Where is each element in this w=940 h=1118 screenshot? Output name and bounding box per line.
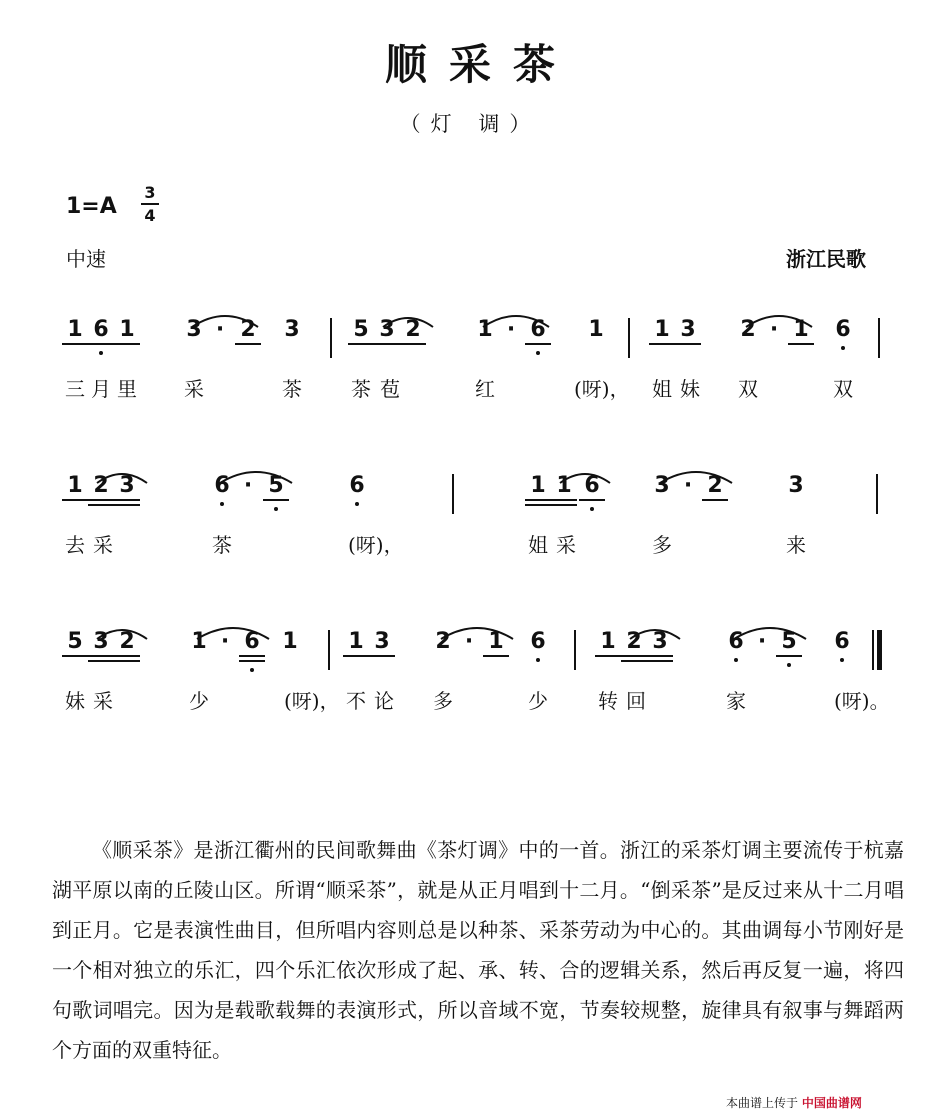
score-note: 3 xyxy=(284,317,300,342)
lyric-syllable: 采 xyxy=(93,533,113,557)
lyric-syllable: 茶 xyxy=(351,377,371,401)
lyric-syllable: (呀)， xyxy=(284,689,340,713)
lower-octave-dot xyxy=(590,507,594,511)
score-note: 1 xyxy=(477,317,493,342)
score-note: 6 xyxy=(834,629,850,654)
score-note: 1 xyxy=(793,317,809,342)
barline xyxy=(878,318,880,358)
beam-underline xyxy=(776,655,802,657)
lyric-syllable: 多 xyxy=(652,533,672,557)
score-note: 5 xyxy=(67,629,83,654)
beam-underline xyxy=(579,499,605,501)
lyric-syllable: 双 xyxy=(738,377,758,401)
lyric-syllable: 转 xyxy=(598,689,618,713)
score-note: 2 xyxy=(740,317,756,342)
beam-underline xyxy=(649,343,675,345)
time-signature xyxy=(141,183,159,225)
lyric-syllable: (呀)。 xyxy=(834,689,890,713)
beam-underline xyxy=(400,343,426,345)
score-note: 2 xyxy=(93,473,109,498)
beam-underline xyxy=(788,343,814,345)
lyric-syllable: 采 xyxy=(93,689,113,713)
score-note: 6 xyxy=(93,317,109,342)
lyric-syllable: 三 xyxy=(65,377,85,401)
lyric-syllable: 月 xyxy=(91,377,111,401)
score-note: 1 xyxy=(488,629,504,654)
lyric-syllable: 妹 xyxy=(65,689,85,713)
beam-underline xyxy=(114,343,140,345)
beam-underline xyxy=(235,343,261,345)
augmentation-dot: · xyxy=(464,629,474,654)
score-note: 1 xyxy=(67,473,83,498)
beam-underline xyxy=(114,655,140,657)
beam-underline xyxy=(348,343,374,345)
lower-octave-dot xyxy=(536,351,540,355)
beam-underline xyxy=(88,655,114,657)
lyric-syllable: 茶 xyxy=(212,533,232,557)
score-note: 2 xyxy=(707,473,723,498)
beam-underline xyxy=(702,499,728,501)
beam-underline xyxy=(647,660,673,662)
score-note: 3 xyxy=(680,317,696,342)
lower-octave-dot xyxy=(274,507,278,511)
beam-underline xyxy=(88,660,114,662)
augmentation-dot: · xyxy=(215,317,225,342)
beam-underline xyxy=(343,655,369,657)
score-note: 6 xyxy=(214,473,230,498)
score-note: 2 xyxy=(405,317,421,342)
augmentation-dot: · xyxy=(683,473,693,498)
barline xyxy=(328,630,330,670)
score-note: 1 xyxy=(600,629,616,654)
footer-uploaded-text: 本曲谱上传于 xyxy=(726,1096,799,1110)
lyric-syllable: 论 xyxy=(374,689,394,713)
score-note: 5 xyxy=(353,317,369,342)
score-note: 5 xyxy=(781,629,797,654)
tempo-marking: 中速 xyxy=(66,247,106,271)
beam-underline xyxy=(525,499,551,501)
lyric-syllable: 茶 xyxy=(282,377,302,401)
time-numerator: 3 xyxy=(144,183,156,202)
lower-octave-dot xyxy=(99,351,103,355)
score-note: 1 xyxy=(530,473,546,498)
lyric-syllable: 红 xyxy=(475,377,495,401)
score-note: 3 xyxy=(119,473,135,498)
song-origin: 浙江民歌 xyxy=(786,247,866,271)
barline xyxy=(628,318,630,358)
lower-octave-dot xyxy=(355,502,359,506)
score-note: 6 xyxy=(835,317,851,342)
beam-underline xyxy=(88,343,114,345)
augmentation-dot: · xyxy=(769,317,779,342)
score-note: 6 xyxy=(584,473,600,498)
beam-underline xyxy=(62,655,88,657)
beam-underline xyxy=(621,660,647,662)
final-barline-thin xyxy=(872,630,874,670)
lyric-syllable: 少 xyxy=(528,689,548,713)
score-note: 3 xyxy=(654,473,670,498)
beam-underline xyxy=(374,343,400,345)
lyric-syllable: (呀)， xyxy=(574,377,630,401)
score-note: 6 xyxy=(349,473,365,498)
beam-underline xyxy=(525,504,551,506)
lower-octave-dot xyxy=(840,658,844,662)
footer-credit xyxy=(726,1094,862,1111)
time-bar xyxy=(141,203,159,205)
beam-underline xyxy=(88,504,114,506)
beam-underline xyxy=(239,660,265,662)
lyric-syllable: 采 xyxy=(556,533,576,557)
score-note: 6 xyxy=(530,629,546,654)
lyric-syllable: 回 xyxy=(626,689,646,713)
lower-octave-dot xyxy=(250,668,254,672)
beam-underline xyxy=(88,499,114,501)
beam-underline xyxy=(114,660,140,662)
lower-octave-dot xyxy=(734,658,738,662)
page-subtitle: （灯 调） xyxy=(399,112,541,136)
score-note: 2 xyxy=(626,629,642,654)
beam-underline xyxy=(595,655,621,657)
lyric-syllable: 家 xyxy=(726,689,746,713)
lyric-syllable: 姐 xyxy=(652,377,672,401)
key-signature: 1=A xyxy=(66,194,117,219)
lyric-syllable: (呀)， xyxy=(348,533,404,557)
lower-octave-dot xyxy=(787,663,791,667)
lyric-syllable: 苞 xyxy=(380,377,400,401)
augmentation-dot: · xyxy=(757,629,767,654)
beam-underline xyxy=(239,655,265,657)
beam-underline xyxy=(483,655,509,657)
beam-underline xyxy=(369,655,395,657)
augmentation-dot: · xyxy=(220,629,230,654)
score-note: 2 xyxy=(240,317,256,342)
lyric-syllable: 姐 xyxy=(528,533,548,557)
lower-octave-dot xyxy=(841,346,845,350)
score-note: 6 xyxy=(530,317,546,342)
lyric-syllable: 多 xyxy=(433,689,453,713)
footer-site-logo[interactable]: 中国曲谱网 xyxy=(801,1096,862,1110)
lyric-syllable: 少 xyxy=(189,689,209,713)
barline xyxy=(574,630,576,670)
barline xyxy=(330,318,332,358)
score-note: 1 xyxy=(654,317,670,342)
lyric-syllable: 不 xyxy=(346,689,366,713)
beam-underline xyxy=(525,343,551,345)
beam-underline xyxy=(62,343,88,345)
beam-underline xyxy=(114,499,140,501)
beam-underline xyxy=(675,343,701,345)
score-note: 1 xyxy=(119,317,135,342)
score-note: 3 xyxy=(374,629,390,654)
lyric-syllable: 来 xyxy=(786,533,806,557)
lyric-syllable: 去 xyxy=(65,533,85,557)
page-title: 顺采茶 xyxy=(384,40,577,89)
score-note: 2 xyxy=(435,629,451,654)
score-note: 5 xyxy=(268,473,284,498)
description-text: 《顺采茶》是浙江衢州的民间歌舞曲《茶灯调》中的一首。浙江的采茶灯调主要流传于杭嘉湖平原以南的丘陵山区。所谓“顺采茶”，就是从正月唱到十二月。“倒采茶”是反过来从十二月唱到正月。它是表演性曲目，但所唱内容则总是以种茶、采茶劳动为中心的。其曲调每小节刚好是一个相对独立的乐汇，四个乐汇依次形成了起、承、转、合的逻辑关系，然后再反复一遍，将四句歌词唱完。因为是载歌载舞的表演形式，所以音域不宽，节奏较规整，旋律具有叙事与舞蹈两个方面的双重特征。 xyxy=(52,838,904,1062)
barline xyxy=(452,474,454,514)
final-barline-thick xyxy=(877,630,882,670)
score-note: 3 xyxy=(652,629,668,654)
lyric-syllable: 采 xyxy=(184,377,204,401)
score-note: 1 xyxy=(588,317,604,342)
score-note: 6 xyxy=(244,629,260,654)
score-note: 3 xyxy=(788,473,804,498)
lyric-syllable: 妹 xyxy=(680,377,700,401)
score-note: 1 xyxy=(556,473,572,498)
score-note: 2 xyxy=(119,629,135,654)
score-note: 1 xyxy=(67,317,83,342)
augmentation-dot: · xyxy=(506,317,516,342)
beam-underline xyxy=(551,499,577,501)
score-note: 6 xyxy=(728,629,744,654)
augmentation-dot: · xyxy=(243,473,253,498)
barline xyxy=(876,474,878,514)
beam-underline xyxy=(62,499,88,501)
beam-underline xyxy=(263,499,289,501)
beam-underline xyxy=(621,655,647,657)
score-note: 3 xyxy=(93,629,109,654)
beam-underline xyxy=(647,655,673,657)
score-note: 1 xyxy=(282,629,298,654)
description-paragraph xyxy=(52,830,904,1070)
lower-octave-dot xyxy=(536,658,540,662)
beam-underline xyxy=(114,504,140,506)
score-note: 1 xyxy=(191,629,207,654)
score-note: 3 xyxy=(186,317,202,342)
lower-octave-dot xyxy=(220,502,224,506)
lyric-syllable: 里 xyxy=(117,377,137,401)
score-note: 3 xyxy=(379,317,395,342)
time-denominator: 4 xyxy=(144,206,156,225)
lyric-syllable: 双 xyxy=(833,377,853,401)
score-note: 1 xyxy=(348,629,364,654)
beam-underline xyxy=(551,504,577,506)
